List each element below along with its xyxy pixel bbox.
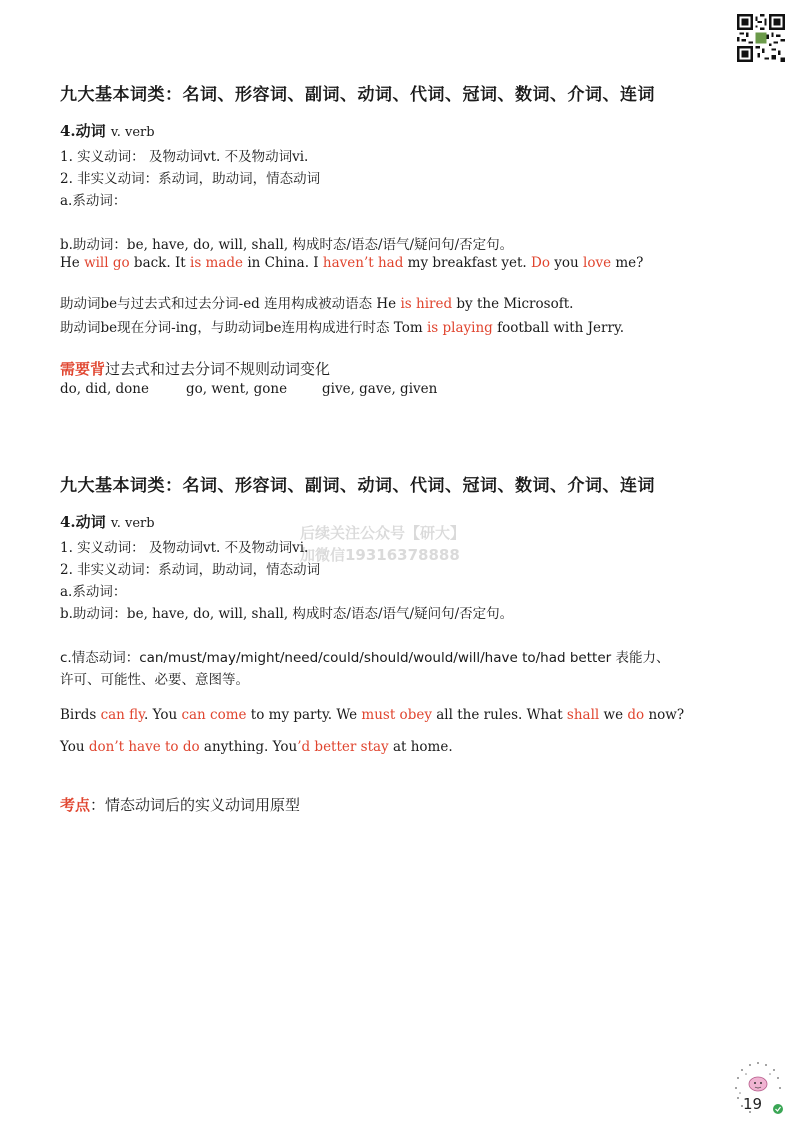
modal-example-2 [60, 739, 453, 755]
page-number: 19 [743, 1095, 763, 1113]
progressive-text: 助动词be现在分词-ing，与助动词be连用构成进行时态 Tom [60, 320, 427, 336]
verb-english: v. verb [110, 516, 155, 531]
ex-text: He [60, 255, 85, 271]
ex-highlight: love [583, 255, 612, 271]
memorize-label: 需要背 [60, 360, 106, 378]
modal-verb-line: c.情态动词：can/must/may/might/need/could/should/would/will/have to/had better 表能力、 [60, 650, 670, 666]
exam-point-label: 考点 [60, 796, 91, 814]
watermark [300, 522, 465, 566]
content-verb-line: 1. 实义动词： 及物动词vt. 不及物动词vi. [60, 149, 309, 165]
ex-highlight: will go [84, 255, 130, 271]
ex-highlight: can fly [100, 707, 144, 723]
progressive-line [60, 316, 624, 336]
ex-highlight: do [627, 707, 645, 723]
modal-example-1 [60, 707, 684, 723]
non-content-verb-line: 2. 非实义动词：系动词，助动词，情态动词 [60, 562, 321, 578]
ex-text: you [549, 255, 584, 271]
verb-heading-text: 4.动词 [60, 513, 106, 531]
exam-point-text: ：情态动词后的实义动词用原型 [90, 796, 301, 814]
ex-text: Birds [60, 707, 101, 723]
verb-forms-go: go, went, gone [186, 381, 288, 397]
ex-highlight: haven’t had [322, 255, 404, 271]
watermark-line: 加微信19316378888 [300, 546, 460, 564]
ex-text: You [60, 739, 89, 755]
verb-forms-do: do, did, done [60, 381, 149, 397]
ex-highlight: must obey [361, 707, 432, 723]
section-title: 九大基本词类：名词、形容词、副词、动词、代词、冠词、数词、介词、连词 [60, 85, 655, 105]
passive-text: by the Microsoft. [452, 296, 574, 312]
memorize-text: 过去式和过去分词不规则动词变化 [105, 360, 331, 378]
qr-code-icon [737, 14, 785, 62]
passive-text: 助动词be与过去式和过去分词-ed 连用构成被动语态 He [60, 296, 401, 312]
linking-verb-line: a.系动词： [60, 193, 127, 209]
ex-highlight: Do [531, 255, 550, 271]
modal-verb-line-2: 许可、可能性、必要、意图等。 [60, 672, 249, 688]
ex-highlight: ’d better stay [297, 739, 389, 755]
content-verb-line: 1. 实义动词： 及物动词vt. 不及物动词vi. [60, 540, 309, 556]
ex-text: at home. [388, 739, 453, 755]
ex-text: we [599, 707, 628, 723]
ex-highlight: don’t have to do [88, 739, 200, 755]
ex-text: me? [611, 255, 644, 271]
ex-text: now? [644, 707, 685, 723]
ex-highlight: is made [190, 255, 244, 271]
progressive-text: football with Jerry. [492, 320, 625, 336]
ex-highlight: can come [181, 707, 247, 723]
memorize-line [60, 358, 330, 379]
exam-point-line [60, 794, 300, 815]
auxiliary-verb-line: b.助动词：be, have, do, will, shall, 构成时态/语态/语气/疑问句/否定句。 [60, 606, 514, 622]
verb-heading [60, 120, 155, 141]
auxiliary-verb-line: b.助动词：be, have, do, will, shall, 构成时态/语态/语气/疑问句/否定句。 [60, 237, 514, 253]
section-title-repeat: 九大基本词类：名词、形容词、副词、动词、代词、冠词、数词、介词、连词 [60, 476, 655, 496]
verb-heading-repeat [60, 511, 155, 532]
watermark-line: 后续关注公众号【研大】 [300, 524, 466, 542]
ex-text: back. It [129, 255, 190, 271]
ex-text: to my party. We [246, 707, 362, 723]
passive-highlight: is hired [400, 296, 453, 312]
non-content-verb-line: 2. 非实义动词：系动词，助动词，情态动词 [60, 171, 321, 187]
linking-verb-line: a.系动词： [60, 584, 127, 600]
ex-text: . You [144, 707, 182, 723]
ex-text: in China. I [243, 255, 323, 271]
ex-text: my breakfast yet. [403, 255, 532, 271]
ex-text: all the rules. What [431, 707, 567, 723]
verb-forms-give: give, gave, given [322, 381, 438, 397]
ex-text: anything. You [199, 739, 298, 755]
passive-voice-line [60, 292, 573, 312]
ex-highlight: shall [566, 707, 600, 723]
auxiliary-example [60, 255, 643, 271]
verb-heading-text: 4.动词 [60, 122, 106, 140]
verb-english: v. verb [110, 125, 155, 140]
progressive-highlight: is playing [426, 320, 493, 336]
